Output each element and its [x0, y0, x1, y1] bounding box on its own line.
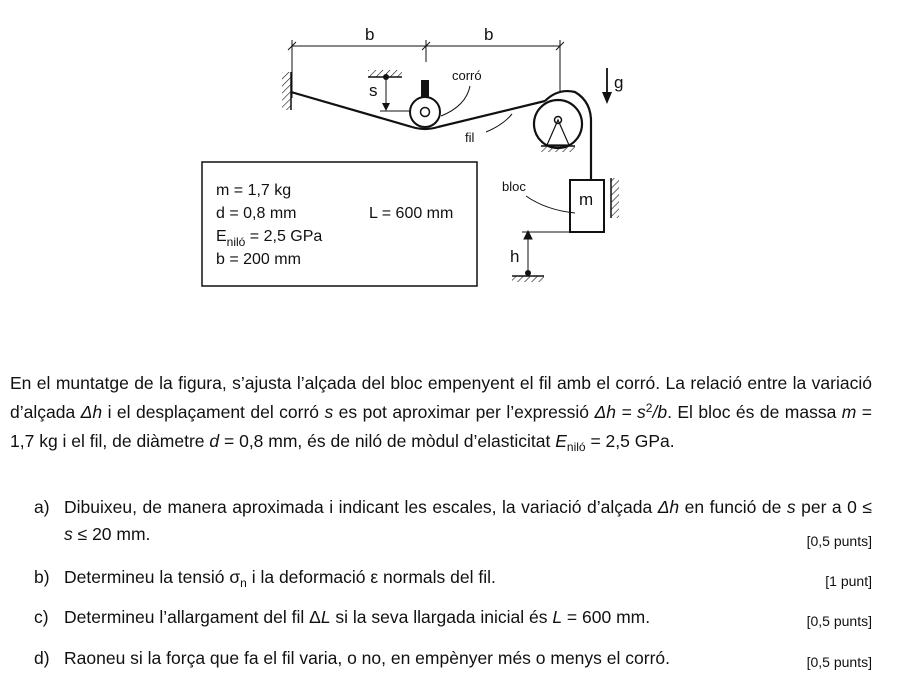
question-points: [0,5 punts]	[806, 613, 872, 629]
question-label: c)	[34, 607, 49, 627]
dimension-b-right: b	[484, 25, 494, 44]
height-indicator	[512, 231, 570, 282]
question-points: [1 punt]	[825, 573, 872, 589]
data-box	[202, 162, 477, 286]
question-text: Raoneu si la força que fa el fil varia, o no, en empènyer més o menys el corró.	[64, 648, 670, 668]
data-b: b = 200 mm	[216, 251, 301, 268]
question-c	[34, 604, 872, 632]
question-b	[34, 564, 872, 592]
question-d	[34, 645, 872, 673]
label-h: h	[510, 247, 520, 266]
problem-statement: En el muntatge de la figura, s’ajusta l’alçada del bloc empenyent el fil amb el corró. La relació entre la variació d’alçada Δh i el desplaçament del corró s es pot aproximar per l’expressió $\Delta h = s^2/b$. El bloc és de massa m = 1,7 kg i el fil, de diàmetre d = 0,8 mm, és de niló de mòdul d’elasticitat $E_{niló} = 2,5$ GPa.	[10, 373, 872, 454]
dimension-b-left: b	[365, 25, 375, 44]
question-text: Dibuixeu, de manera aproximada i indicant les escales, la variació d’alçada Δh en funció de s per a 0 ≤ s ≤ 20 mm.	[64, 497, 872, 544]
fixed-pulley	[534, 100, 582, 152]
data-diameter: d = 0,8 mm	[216, 205, 297, 222]
leader-bloc	[526, 196, 575, 213]
label-s: s	[369, 81, 378, 100]
question-label: b)	[34, 567, 50, 587]
leader-corro	[441, 86, 470, 116]
question-points: [0,5 punts]	[806, 533, 872, 549]
question-text: Determineu la tensió $\sigma_n$ i la deformació ε normals del fil.	[64, 567, 496, 590]
label-fil: fil	[465, 130, 475, 145]
question-label: a)	[34, 497, 50, 517]
label-g: g	[614, 73, 624, 92]
leader-fil	[486, 114, 512, 132]
question-points: [0,5 punts]	[806, 654, 872, 670]
data-modulus: $E_{niló} = 2,5$ GPa	[216, 228, 323, 249]
question-a	[34, 494, 872, 550]
gravity-arrow-icon	[602, 68, 612, 104]
mechanism-figure	[0, 0, 921, 320]
label-m: m	[579, 190, 594, 209]
question-text: Determineu l’allargament del fil ΔL si la seva llargada inicial és L = 600 mm.	[64, 607, 651, 627]
label-corro: corró	[452, 68, 482, 83]
block	[570, 178, 619, 232]
data-mass: m = 1,7 kg	[216, 182, 292, 199]
data-length: L = 600 mm	[369, 205, 454, 222]
label-bloc: bloc	[502, 179, 526, 194]
question-label: d)	[34, 648, 50, 668]
left-wall	[282, 72, 291, 110]
